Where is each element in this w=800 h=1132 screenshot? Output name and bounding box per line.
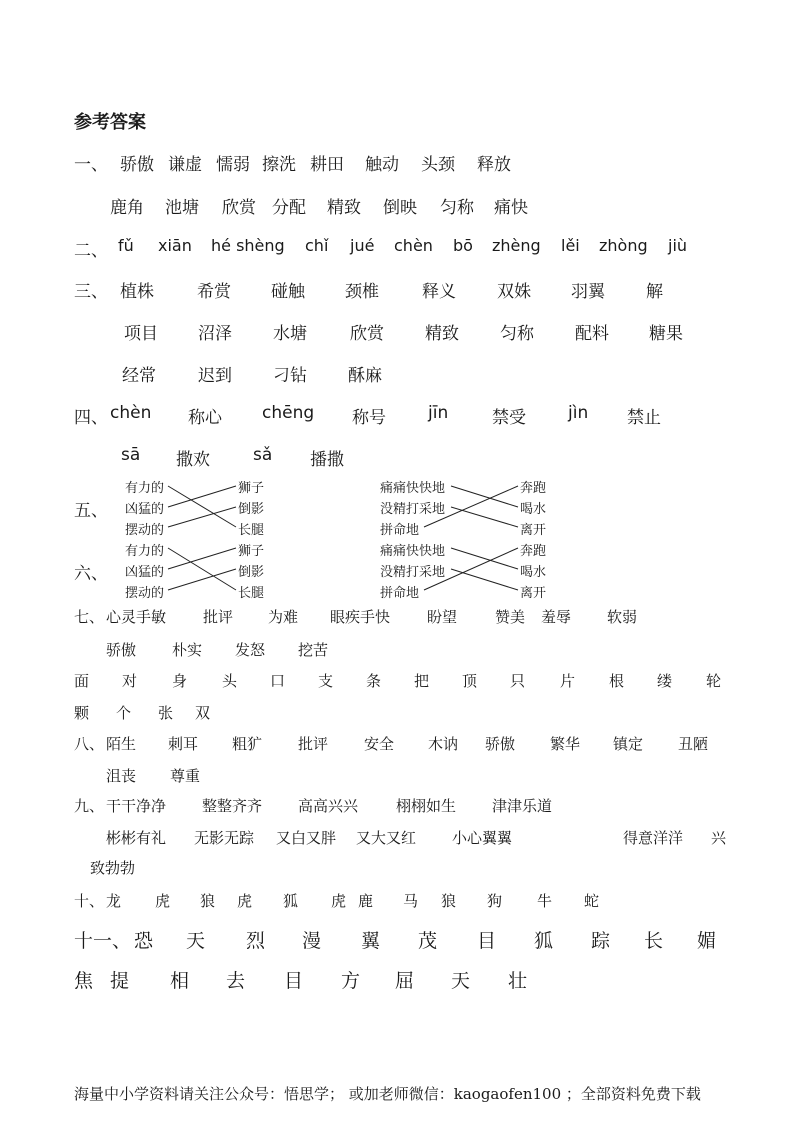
s4r2-item: 撒欢: [176, 450, 210, 470]
s11r1-item: 媚: [697, 930, 717, 952]
s2r1-item: xiān: [158, 236, 192, 255]
s1r1-item: 耕田: [310, 155, 344, 175]
s11r1-item: 烈: [246, 930, 266, 952]
s7r3-item: 条: [366, 672, 382, 690]
s7r1-item: 为难: [268, 608, 299, 626]
s5-match-item: 凶猛的: [125, 502, 165, 517]
s5-match-item: 喝水: [520, 502, 547, 517]
s10r1-item: 狼: [200, 892, 216, 910]
s6-match-item: 拼命地: [380, 586, 420, 601]
s5-match-item: 狮子: [238, 481, 265, 496]
s2r1-item: lěi: [561, 236, 580, 255]
s7r3-item: 头: [222, 672, 238, 690]
s2r1-item: zhòng: [599, 236, 648, 255]
section-3-label: 三、: [74, 282, 108, 302]
s8r1-item: 骄傲: [485, 735, 516, 753]
s8r2-item: 尊重: [170, 767, 201, 785]
s1r1-item: 释放: [477, 155, 511, 175]
s10r1-item: 鹿: [358, 892, 374, 910]
s3r3-item: 迟到: [198, 366, 232, 386]
s3r2-item: 糖果: [649, 324, 683, 344]
s1r2-item: 欣赏: [222, 198, 256, 218]
s6-match-item: 痛痛快快地: [380, 544, 446, 559]
s3r2-item: 项目: [124, 324, 158, 344]
s1r2-item: 倒映: [383, 198, 417, 218]
s8r1-item: 丑陋: [678, 735, 709, 753]
s2r1-item: fǔ: [118, 236, 134, 255]
s9r1-item: 津津乐道: [492, 797, 553, 815]
section-1-label: 一、: [74, 155, 108, 175]
s3r1-item: 希赏: [197, 282, 231, 302]
s7r3-item: 把: [414, 672, 430, 690]
s6-match-item: 长腿: [238, 586, 265, 601]
s3r2-item: 匀称: [500, 324, 534, 344]
s9r1-item: 整整齐齐: [202, 797, 263, 815]
s7r3-item: 轮: [706, 672, 722, 690]
s10r1-item: 狐: [283, 892, 299, 910]
s7r1-item: 盼望: [427, 608, 458, 626]
s7r1-item: 批评: [203, 608, 234, 626]
page-title: 参考答案: [74, 112, 146, 133]
s6-match-item: 喝水: [520, 565, 547, 580]
s8r1-item: 陌生: [106, 735, 137, 753]
s7r2-item: 朴实: [172, 641, 203, 659]
s11r2-item: 提: [110, 970, 130, 992]
s7r3-item: 面: [74, 672, 90, 690]
s7r3-item: 身: [172, 672, 188, 690]
section-5-label: 五、: [74, 501, 108, 521]
s4r1-item: jìn: [568, 403, 589, 423]
s3r3-item: 酥麻: [348, 366, 382, 386]
s10r1-item: 马: [403, 892, 419, 910]
s8r1-item: 安全: [364, 735, 395, 753]
s1r2-item: 痛快: [494, 198, 528, 218]
section-6-label: 六、: [74, 564, 108, 584]
s10r1-item: 狼: [441, 892, 457, 910]
s5-match-item: 离开: [520, 523, 547, 538]
s4r1-item: 称心: [188, 408, 222, 428]
s7r2-item: 发怒: [235, 641, 266, 659]
s8r1-item: 繁华: [550, 735, 581, 753]
s2r1-item: jué: [350, 236, 375, 255]
s7r1-item: 软弱: [607, 608, 638, 626]
s4r1-item: jīn: [428, 403, 449, 423]
s3r1-item: 双姝: [497, 282, 531, 302]
s3r1-item: 碰触: [271, 282, 305, 302]
section-7-label: 七、: [74, 608, 105, 626]
s8r1-item: 批评: [298, 735, 329, 753]
s7r3-item: 缕: [657, 672, 673, 690]
s2r1-item: jiù: [668, 236, 688, 255]
s2r1-item: chǐ: [305, 236, 329, 255]
s5-match-item: 拼命地: [380, 523, 420, 538]
s8r1-item: 粗犷: [232, 735, 263, 753]
s3r3-item: 经常: [122, 366, 156, 386]
s3r1-item: 颈椎: [345, 282, 379, 302]
s4r1-item: 称号: [352, 408, 386, 428]
s11r1-item: 狐: [534, 930, 554, 952]
s3r2-item: 配料: [575, 324, 609, 344]
s5-match-item: 有力的: [125, 481, 165, 496]
s9r1-item: 干干净净: [106, 797, 167, 815]
s9r2-item: 彬彬有礼: [106, 829, 167, 847]
s11r1-item: 翼: [361, 930, 381, 952]
s1r1-item: 谦虚: [168, 155, 202, 175]
s8r1-item: 木讷: [428, 735, 459, 753]
s4r1-item: 禁止: [627, 408, 661, 428]
s1r2-item: 分配: [272, 198, 306, 218]
s11r1-item: 天: [186, 930, 206, 952]
s4r2-item: 播撒: [310, 450, 344, 470]
section-4-label: 四、: [74, 408, 108, 428]
s4r1-item: 禁受: [492, 408, 526, 428]
s9r3-item: 致勃勃: [90, 859, 136, 877]
footer-note: 海量中小学资料请关注公众号：悟思学； 或加老师微信：kaogaofen100 ；全部资料免费下载: [74, 1085, 701, 1103]
s9r1-item: 栩栩如生: [396, 797, 457, 815]
s4r1-item: chèn: [110, 403, 152, 423]
s8r2-item: 沮丧: [106, 767, 137, 785]
s11r2-item: 方: [341, 970, 361, 992]
s5-match-item: 奔跑: [520, 481, 547, 496]
s2r1-item: bō: [453, 236, 473, 255]
s9r2-item: 得意洋洋: [623, 829, 684, 847]
s6-match-item: 有力的: [125, 544, 165, 559]
s10r1-item: 牛: [537, 892, 553, 910]
s9r1-item: 高高兴兴: [298, 797, 359, 815]
s7r2-item: 挖苦: [298, 641, 329, 659]
s3r2-item: 精致: [425, 324, 459, 344]
s11r2-item: 目: [284, 970, 304, 992]
s5-match-item: 摆动的: [125, 523, 165, 538]
s11r2-item: 天: [451, 970, 471, 992]
s7r3-item: 顶: [462, 672, 478, 690]
s1r1-item: 懦弱: [216, 155, 250, 175]
s6-match-item: 狮子: [238, 544, 265, 559]
s3r1-item: 植株: [120, 282, 154, 302]
s3r2-item: 沼泽: [198, 324, 232, 344]
section-8-label: 八、: [74, 735, 105, 753]
s6-match-item: 摆动的: [125, 586, 165, 601]
s3r1-item: 解: [646, 282, 663, 302]
s4r1-item: chēng: [262, 403, 315, 423]
s7r1-item: 心灵手敏: [106, 608, 167, 626]
s10r1-item: 狗: [487, 892, 503, 910]
s2r1-item: chèn: [394, 236, 433, 255]
s1r1-item: 骄傲: [120, 155, 154, 175]
s4r2-item: sā: [121, 445, 141, 465]
s10r1-item: 蛇: [584, 892, 600, 910]
section-11-label: 十一、: [74, 930, 132, 952]
section-9-label: 九、: [74, 797, 105, 815]
s11r1-item: 茂: [418, 930, 438, 952]
s10r1-item: 虎: [331, 892, 347, 910]
s6-match-item: 凶猛的: [125, 565, 165, 580]
s7r3-item: 片: [560, 672, 576, 690]
s5-match-item: 倒影: [238, 502, 265, 517]
s10r1-item: 龙: [106, 892, 122, 910]
s9r2-item: 无影无踪: [194, 829, 255, 847]
s7r3-item: 只: [510, 672, 526, 690]
s7r4-item: 张: [158, 704, 174, 722]
s9r2-item: 又大又红: [356, 829, 417, 847]
s2r1-item: hé shèng: [211, 236, 285, 255]
s7r1-item: 眼疾手快: [330, 608, 391, 626]
s5-match-item: 痛痛快快地: [380, 481, 446, 496]
s3r1-item: 羽翼: [571, 282, 605, 302]
s11r2-item: 焦: [74, 970, 94, 992]
s9r2-item: 又白又胖: [276, 829, 337, 847]
s1r1-item: 头颈: [421, 155, 455, 175]
s9r2-item: 小心翼翼: [452, 829, 513, 847]
s5-match-item: 长腿: [238, 523, 265, 538]
s7r2-item: 骄傲: [106, 641, 137, 659]
s9r2-item: 兴: [711, 829, 727, 847]
s7r3-item: 对: [122, 672, 138, 690]
s7r3-item: 根: [609, 672, 625, 690]
s3r2-item: 水塘: [273, 324, 307, 344]
s1r1-item: 触动: [365, 155, 399, 175]
s11r1-item: 踪: [591, 930, 611, 952]
s11r2-item: 壮: [508, 970, 528, 992]
section-2-label: 二、: [74, 241, 108, 261]
s11r1-item: 漫: [302, 930, 322, 952]
s11r1-item: 恐: [134, 930, 154, 952]
s7r4-item: 双: [195, 704, 211, 722]
s11r2-item: 屈: [395, 970, 415, 992]
s3r2-item: 欣赏: [350, 324, 384, 344]
s5-match-item: 没精打采地: [380, 502, 446, 517]
s8r1-item: 镇定: [613, 735, 644, 753]
s7r1-item: 赞美: [495, 608, 526, 626]
s3r1-item: 释义: [422, 282, 456, 302]
s11r2-item: 去: [226, 970, 246, 992]
s1r2-item: 鹿角: [110, 198, 144, 218]
s10r1-item: 虎: [155, 892, 171, 910]
section-10-label: 十、: [74, 892, 105, 910]
s10r1-item: 虎: [237, 892, 253, 910]
s1r2-item: 池塘: [165, 198, 199, 218]
s6-match-item: 倒影: [238, 565, 265, 580]
s1r2-item: 精致: [327, 198, 361, 218]
s11r2-item: 相: [170, 970, 190, 992]
s7r1-item: 羞辱: [541, 608, 572, 626]
s7r3-item: 口: [270, 672, 286, 690]
s6-match-item: 没精打采地: [380, 565, 446, 580]
s1r2-item: 匀称: [440, 198, 474, 218]
s4r2-item: sǎ: [253, 445, 273, 465]
s6-match-item: 奔跑: [520, 544, 547, 559]
s7r3-item: 支: [318, 672, 334, 690]
s11r1-item: 目: [477, 930, 497, 952]
s7r4-item: 颗: [74, 704, 90, 722]
s8r1-item: 刺耳: [168, 735, 199, 753]
s2r1-item: zhèng: [492, 236, 541, 255]
s11r1-item: 长: [644, 930, 664, 952]
s7r4-item: 个: [116, 704, 132, 722]
s3r3-item: 刁钻: [273, 366, 307, 386]
s6-match-item: 离开: [520, 586, 547, 601]
s1r1-item: 擦洗: [262, 155, 296, 175]
